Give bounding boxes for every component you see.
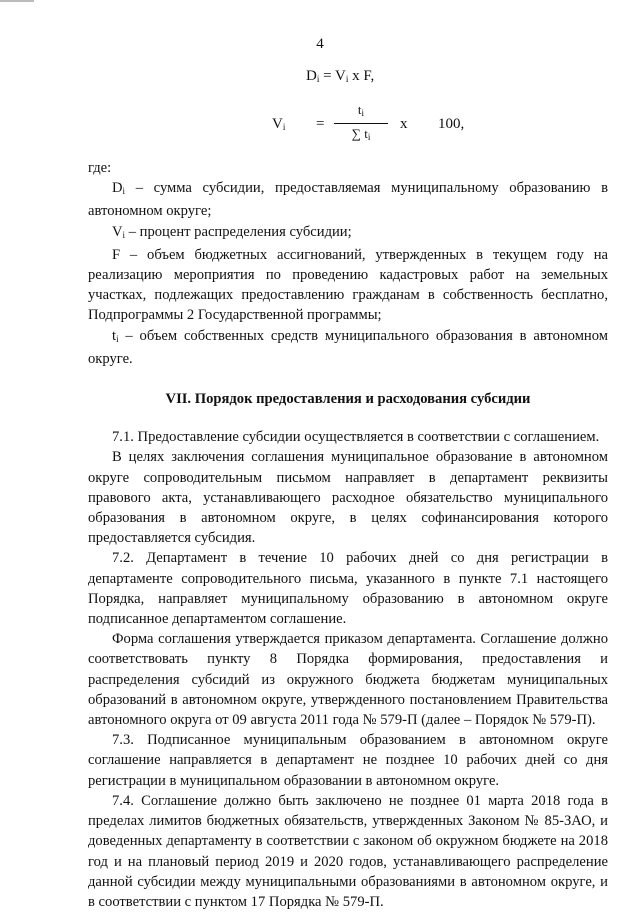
formula-v-symbol: V bbox=[272, 116, 283, 132]
denominator-symbol: ∑ t bbox=[351, 126, 368, 141]
paragraph-form: Форма соглашения утверждается приказом департамента. Соглашение должно соответствовать пункту 8 Порядка формирования, предоставления и распределения субсидий из окружного бюджета бюджетам муниципальных образований в автономном округе, утвержденного постановлением Правительства автономного округа от 09 августа 2011 года № 579-П (далее – Порядок № 579-П). bbox=[88, 631, 608, 729]
definition-d-text: – сумма субсидии, предоставляемая муниципальному образованию в автономном округе; bbox=[88, 180, 608, 220]
definition-t-symbol: t bbox=[112, 327, 117, 344]
definition-t bbox=[88, 326, 608, 369]
formula-d bbox=[306, 68, 374, 85]
formula-d-eq: = V bbox=[319, 68, 346, 84]
paragraph-7-2: 7.2. Департамент в течение 10 рабочих дней со дня регистрации в департаменте сопроводительного письма, указанного в пункте 7.1 настоящего Порядка, направляет муниципальному образованию в автономном округе подписанное департаментом соглашение. bbox=[88, 550, 608, 628]
where-label: где: bbox=[88, 160, 112, 176]
definition-v-symbol: V bbox=[112, 223, 123, 240]
page-number: 4 bbox=[316, 36, 324, 52]
section-heading: VII. Порядок предоставления и расходования субсидии bbox=[165, 391, 531, 408]
definition-d bbox=[88, 178, 608, 221]
document-body bbox=[88, 158, 608, 912]
formula-d-v-sub: i bbox=[345, 74, 349, 84]
formula-v-fraction bbox=[334, 102, 388, 145]
formula-d-rest: x F, bbox=[348, 68, 375, 84]
formula-v-hundred: 100, bbox=[438, 116, 465, 132]
formula-v-left bbox=[272, 116, 285, 133]
scan-edge-mark bbox=[0, 0, 34, 2]
formula-v-symbol-sub: i bbox=[282, 122, 286, 132]
paragraph-7-4: 7.4. Соглашение должно быть заключено не позднее 01 марта 2018 года в пределах лимитов бюджетных обязательств, утвержденных Законом № 85-ЗАО, и доведенных департаменту в соответствии с законом об окружном бюджете на 2018 год и на плановый период 2019 и 2020 годов, устанавливающего распределение данной субсидии между муниципальными образованиями в автономном округе, и в соответствии с пунктом 17 Порядка № 579-П. bbox=[88, 792, 608, 910]
definition-d-sub: i bbox=[122, 186, 126, 197]
definition-t-sub: i bbox=[116, 333, 119, 344]
definition-f: F – объем бюджетных ассигнований, утвержденных в текущем году на реализацию мероприятия по проведению кадастровых работ на земельных участках, подлежащих предоставлению гражданам в собственность бесплатно, Подпрограммы 2 Государственной программы; bbox=[88, 246, 608, 324]
fraction-bar bbox=[334, 123, 388, 124]
formula-d-left: D bbox=[306, 68, 317, 84]
numerator-symbol: t bbox=[357, 102, 362, 117]
definition-d-symbol: D bbox=[112, 180, 123, 197]
formula-d-left-sub: i bbox=[316, 74, 320, 84]
definition-v-text: – процент распределения субсидии; bbox=[125, 223, 352, 240]
definition-t-text: – объем собственных средств муниципального образования в автономном округе. bbox=[88, 327, 608, 367]
definition-v bbox=[88, 222, 608, 245]
formula-v-times: x bbox=[400, 116, 408, 132]
fraction-denominator bbox=[334, 126, 388, 145]
denominator-sub: i bbox=[367, 132, 371, 142]
fraction-numerator bbox=[334, 102, 388, 121]
numerator-sub: i bbox=[361, 108, 365, 118]
definition-v-sub: i bbox=[122, 229, 126, 240]
paragraph-7-3: 7.3. Подписанное муниципальным образованием в автономном округе соглашение направляется в департамент не позднее 10 рабочих дней со дня регистрации в муниципальном образовании в автономном округе. bbox=[88, 732, 608, 789]
formula-v-equals: = bbox=[316, 116, 325, 132]
paragraph-7-1: 7.1. Предоставление субсидии осуществляется в соответствии с соглашением. bbox=[112, 429, 600, 446]
paragraph-purpose: В целях заключения соглашения муниципальное образование в автономном округе сопроводительным письмом направляет в департамент реквизиты правового акта, устанавливающего расходное обязательство муниципального образования в автономном округе, в целях софинансирования которого предоставляется субсидия. bbox=[88, 449, 608, 547]
